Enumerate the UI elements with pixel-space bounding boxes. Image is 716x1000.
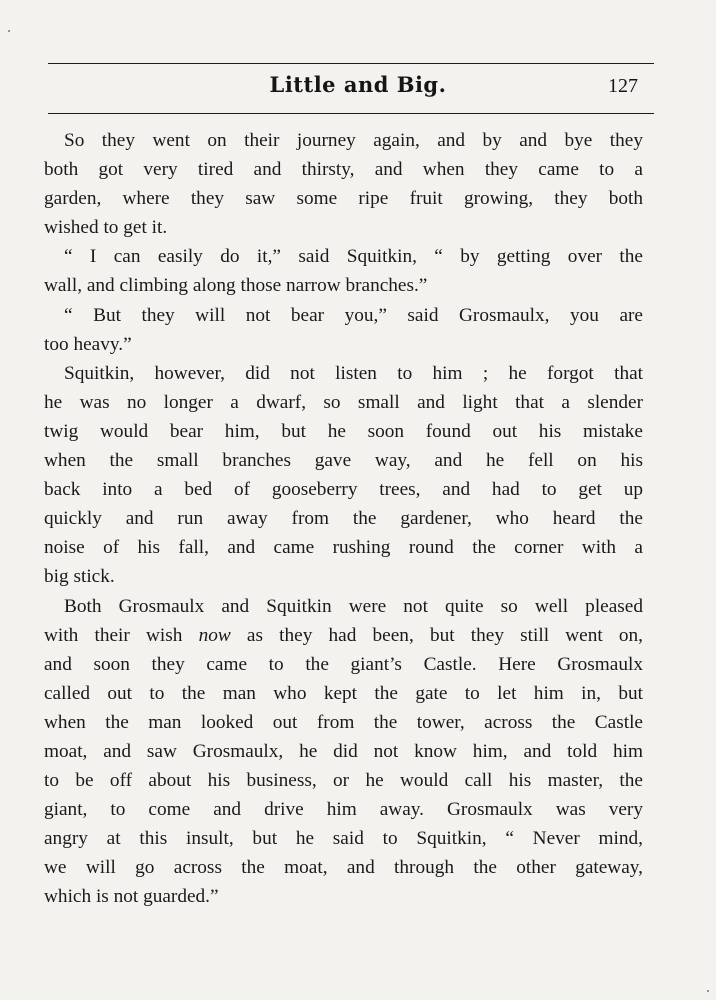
text-line: with their wish now as they had been, but they still went on, [44, 624, 644, 646]
paper-speck [8, 30, 10, 32]
paper-speck [707, 990, 709, 992]
text-line: big stick. [44, 566, 115, 588]
text-line: wall, and climbing along those narrow branches.” [44, 275, 428, 297]
text-line: both got very tired and thirsty, and when they came to a [44, 159, 643, 181]
header-top-rule [48, 63, 654, 64]
text-line: giant, to come and drive him away. Grosmaulx was very [44, 799, 643, 821]
text-line: So they went on their journey again, and by and bye they [64, 130, 643, 151]
text-line: to be off about his business, or he would call his master, the [44, 770, 643, 792]
text-line: wished to get it. [44, 217, 168, 239]
header-bottom-rule [48, 113, 654, 114]
page-number: 127 [608, 75, 638, 97]
paragraph [44, 126, 643, 242]
emphasis: now [198, 624, 231, 646]
text-line: “ I can easily do it,” said Squitkin, “ by getting over the [64, 246, 643, 268]
text-line: we will go across the moat, and through the other gateway, [44, 857, 643, 879]
paragraph [44, 301, 643, 359]
text-line: too heavy.” [44, 333, 132, 355]
body-text [44, 126, 643, 912]
text-line: when the man looked out from the tower, across the Castle [44, 711, 643, 733]
text-line: “ But they will not bear you,” said Grosmaulx, you are [64, 304, 643, 326]
text-line: angry at this insult, but he said to Squitkin, “ Never mind, [44, 828, 643, 850]
text-line: quickly and run away from the gardener, who heard the [44, 508, 643, 530]
text-line: back into a bed of gooseberry trees, and had to get up [44, 479, 643, 501]
text-line: Squitkin, however, did not listen to him ; he forgot that [64, 362, 643, 384]
text-line: moat, and saw Grosmaulx, he did not know him, and told him [44, 740, 643, 762]
paragraph [44, 242, 643, 300]
text-line: when the small branches gave way, and he fell on his [44, 450, 643, 472]
text-line: Both Grosmaulx and Squitkin were not quite so well pleased [64, 595, 643, 617]
text-line: noise of his fall, and came rushing round the corner with a [44, 537, 643, 559]
text-line: called out to the man who kept the gate to let him in, but [44, 682, 643, 704]
text-line: and soon they came to the giant’s Castle. Here Grosmaulx [44, 653, 643, 675]
paragraph [44, 592, 643, 912]
text-line: twig would bear him, but he soon found out his mistake [44, 420, 643, 442]
text-line: garden, where they saw some ripe fruit growing, they both [44, 188, 643, 210]
text-line: he was no longer a dwarf, so small and light that a slender [44, 391, 643, 413]
paragraph [44, 359, 643, 592]
text-line: which is not guarded.” [44, 886, 219, 908]
running-title: Little and Big. [269, 72, 447, 97]
